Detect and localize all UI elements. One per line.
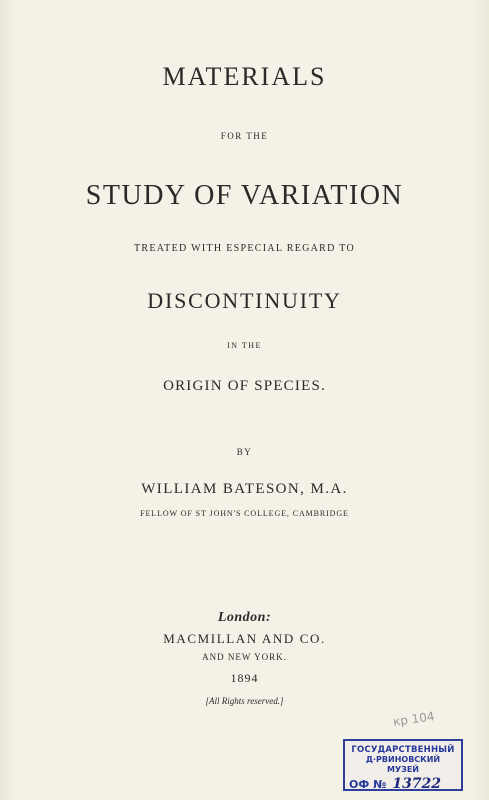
- book-title-discontinuity: DISCONTINUITY: [147, 288, 342, 313]
- stamp-line-1: ГОСУДАРСТВЕННЫЙ: [351, 745, 455, 755]
- author-affiliation: FELLOW OF ST JOHN'S COLLEGE, CAMBRIDGE: [140, 509, 349, 518]
- publisher-name: MACMILLAN AND CO.: [163, 631, 326, 646]
- stamp-prefix: ОФ №: [349, 778, 387, 791]
- book-title-study: STUDY OF VARIATION: [85, 180, 404, 211]
- publication-year: 1894: [230, 671, 259, 685]
- book-title-origin: ORIGIN OF SPECIES.: [163, 378, 326, 394]
- title-connector-for-the: FOR THE: [220, 131, 269, 141]
- subtitle-treated: TREATED WITH ESPECIAL REGARD TO: [133, 243, 356, 254]
- author-name: WILLIAM BATESON, M.A.: [141, 481, 348, 497]
- rights-notice: [All Rights reserved.]: [205, 696, 284, 706]
- byline-by: BY: [236, 447, 253, 457]
- handwritten-note: кр 104: [392, 709, 436, 729]
- imprint-city: London:: [217, 610, 272, 625]
- book-title-materials: MATERIALS: [162, 62, 327, 91]
- title-connector-in-the: IN THE: [227, 341, 262, 350]
- publisher-location: AND NEW YORK.: [202, 652, 287, 662]
- stamp-number: 13722: [392, 776, 442, 792]
- stamp-line-2: Д·РВИНОВСКИЙ МУЗЕЙ: [365, 755, 441, 774]
- stamp-inventory: [349, 776, 457, 793]
- library-stamp: [343, 739, 463, 791]
